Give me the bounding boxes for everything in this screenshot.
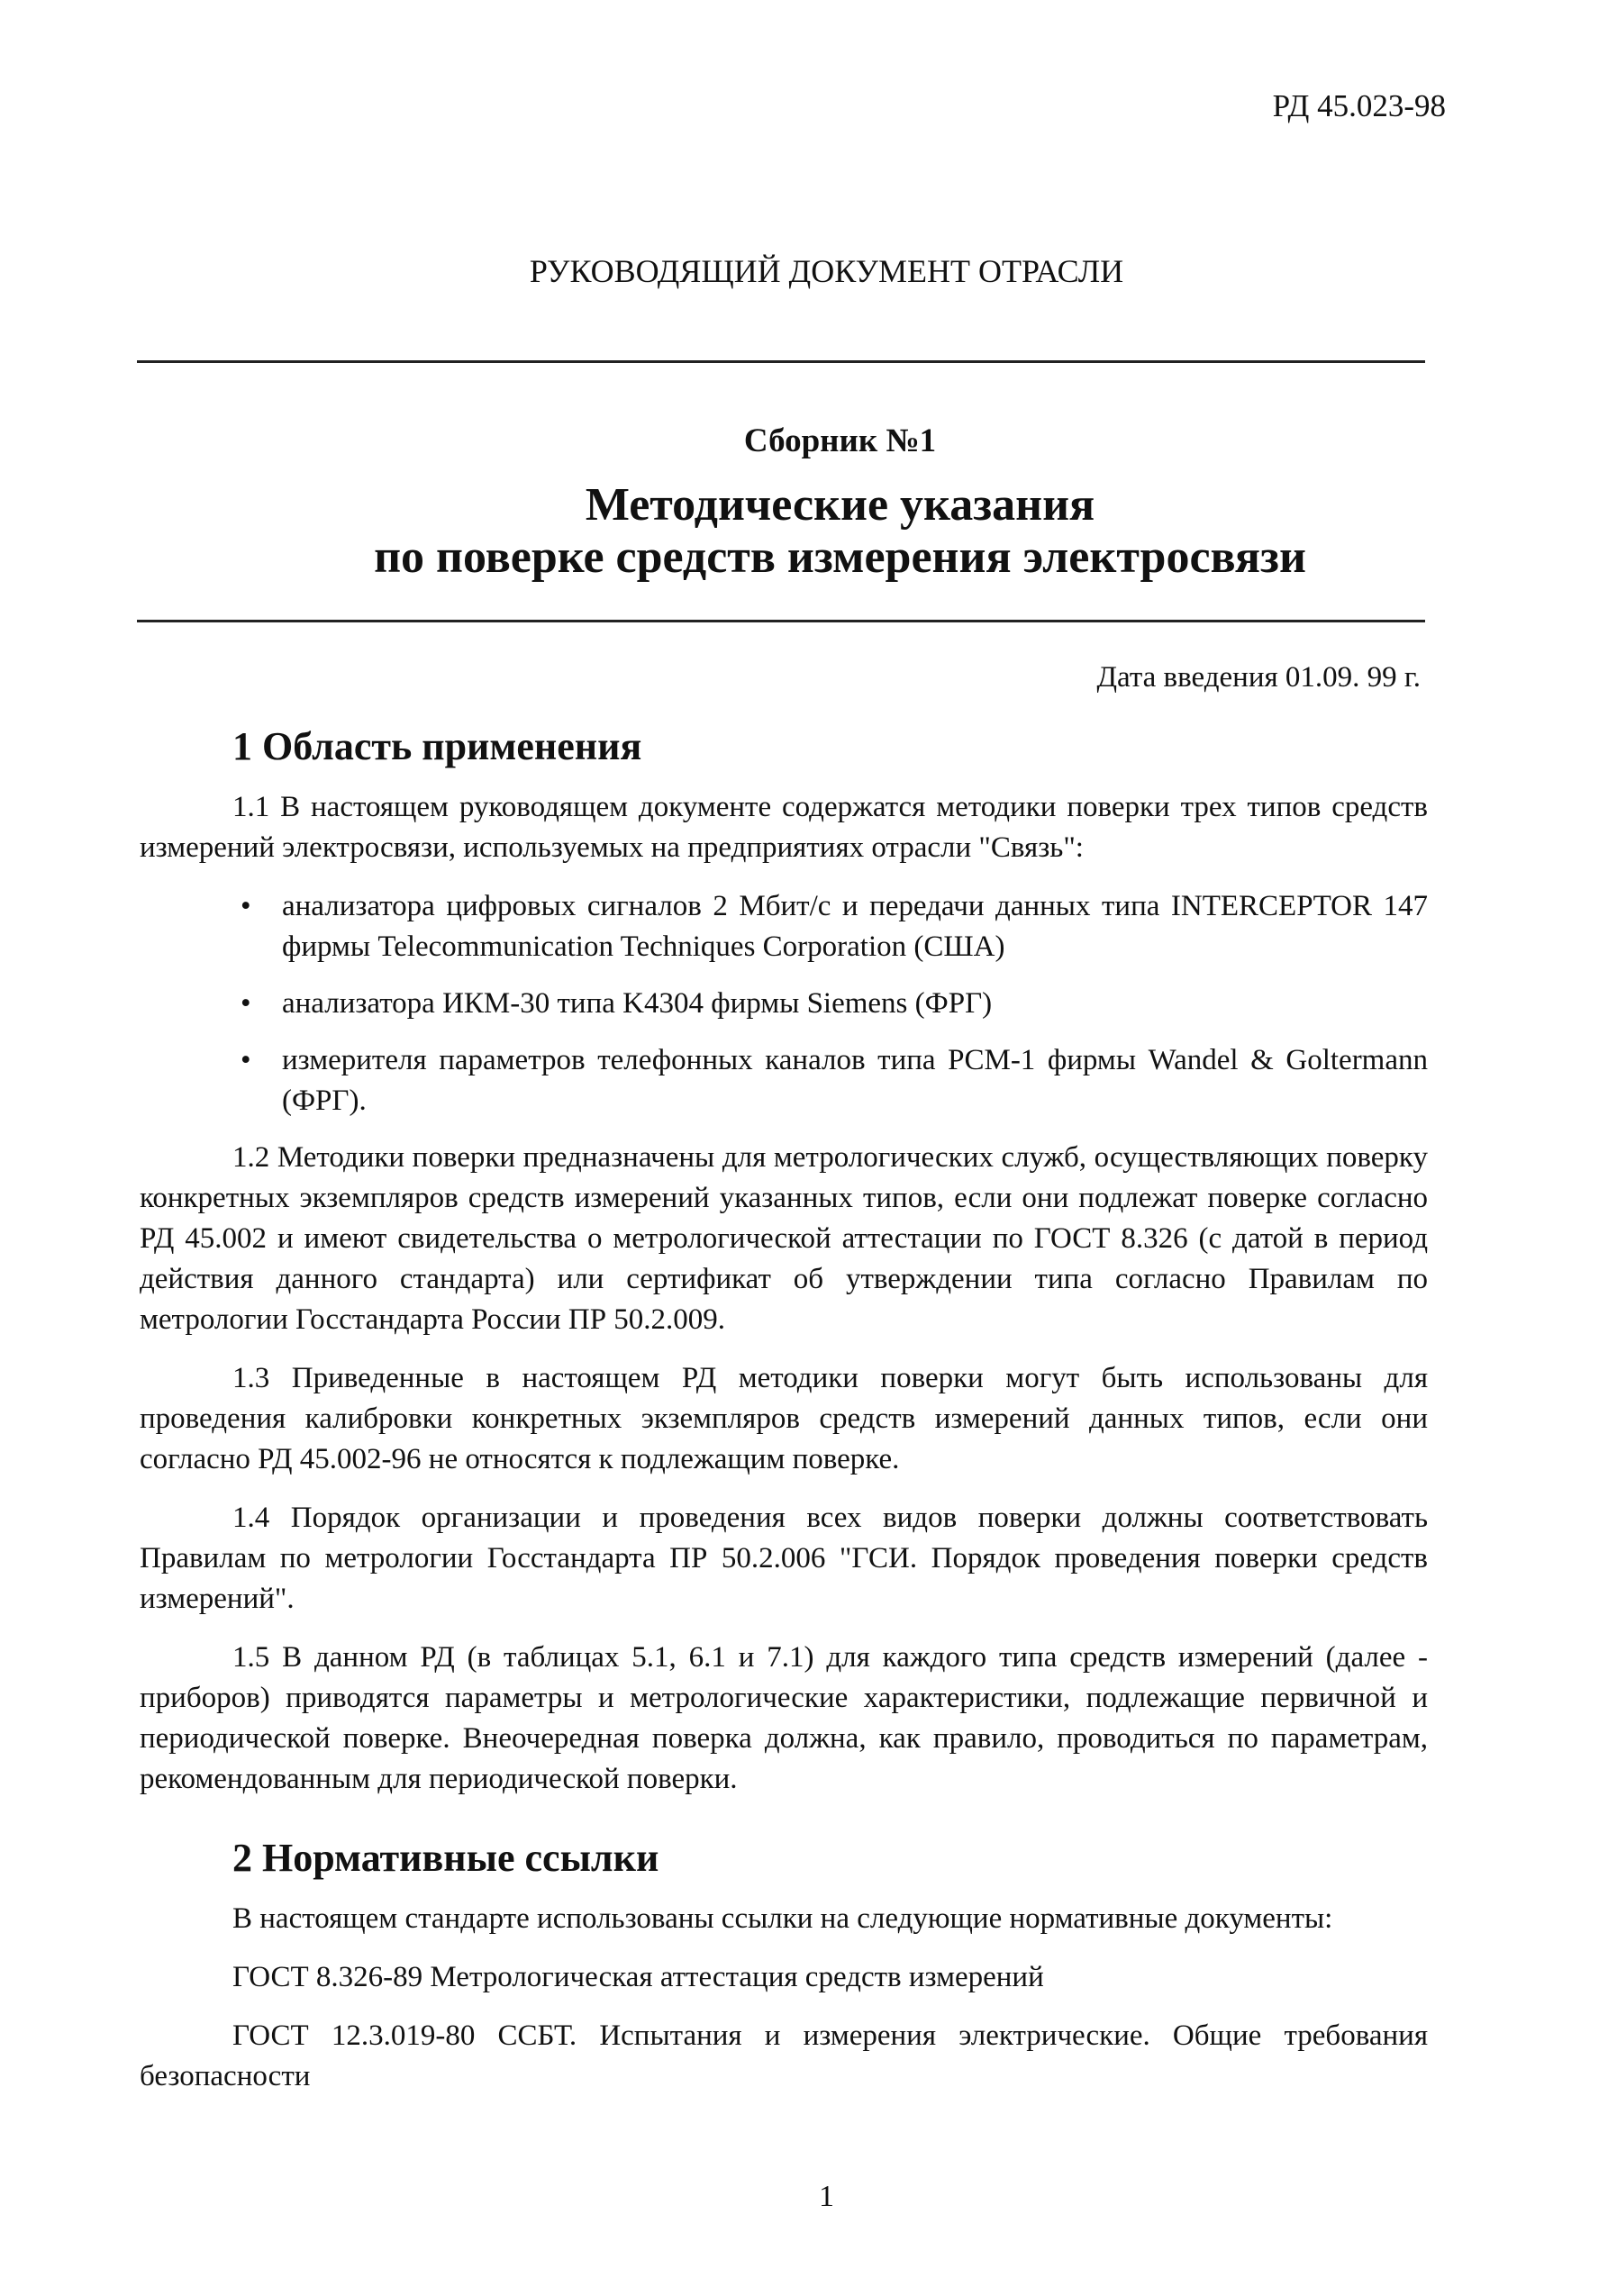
section2-heading: 2 Нормативные ссылки: [232, 1836, 659, 1880]
intro-date: Дата введения 01.09. 99 г.: [1096, 661, 1421, 694]
paragraph-1-4: 1.4 Порядок организации и проведения всех видов поверки должны соответствовать Правилам по метрологии Госстандарта ПР 50.2.006 "ГСИ. Порядок проведения поверки средств измерений".: [140, 1502, 1428, 1615]
page-number: 1: [819, 2180, 834, 2213]
section1-heading: 1 Область применения: [232, 724, 642, 768]
paragraph-1-2: 1.2 Методики поверки предназначены для метрологических служб, осуществляющих поверку конкретных экземпляров средств измерений указанных типов, если они подлежат поверке согласно РД 45.002 и имеют свидетельства о метрологической аттестации по ГОСТ 8.326 (с датой в период действия данного стандарта) или сертификат об утверждении типа согласно Правилам по метрологии Госстандарта России ПР 50.2.009.: [140, 1141, 1428, 1336]
reference-2: ГОСТ 12.3.019-80 ССБТ. Испытания и измерения электрические. Общие требования безопасности: [140, 2019, 1428, 2092]
list-item: • анализатора ИКМ-30 типа K4304 фирмы Siemens (ФРГ): [140, 984, 1428, 1024]
org-title: РУКОВОДЯЩИЙ ДОКУМЕНТ ОТРАСЛИ: [529, 253, 1124, 289]
paragraph-1-3: 1.3 Приведенные в настоящем РД методики поверки могут быть использованы для проведения калибровки конкретных экземпляров средств измерений данных типов, если они согласно РД 45.002-96 не относятся к подлежащим поверке.: [140, 1362, 1428, 1475]
list-item: • измерителя параметров телефонных каналов типа PCM-1 фирмы Wandel & Goltermann (ФРГ).: [140, 1040, 1428, 1121]
instrument-list: [140, 886, 1428, 1121]
main-title-line2: по поверке средств измерения электросвязи: [374, 531, 1306, 583]
collection-label: Сборник №1: [743, 422, 937, 459]
reference-1: ГОСТ 8.326-89 Метрологическая аттестация средств измерений: [232, 1961, 1044, 1993]
main-title-line1: Методические указания: [585, 479, 1095, 531]
bullet-icon: •: [241, 987, 251, 1020]
document-code: РД 45.023-98: [1272, 88, 1446, 123]
section2-intro: В настоящем стандарте использованы ссылки на следующие нормативные документы:: [232, 1902, 1333, 1935]
top-divider: [137, 360, 1425, 363]
paragraph-1-5: 1.5 В данном РД (в таблицах 5.1, 6.1 и 7.1) для каждого типа средств измерений (далее - приборов) приводятся параметры и метрологические характеристики, подлежащие первичной и периодической поверке. Внеочередная поверка должна, как правило, проводиться по параметрам, рекомендованным для периодической поверки.: [140, 1641, 1428, 1795]
bottom-divider: [137, 620, 1425, 622]
document-body: [140, 721, 1428, 2115]
list-item: • анализатора цифровых сигналов 2 Мбит/с и передачи данных типа INTERCEPTOR 147 фирмы Telecommunication Techniques Corporation (США): [140, 886, 1428, 967]
bullet-icon: •: [241, 890, 251, 922]
paragraph-1-1: 1.1 В настоящем руководящем документе содержатся методики поверки трех типов средств измерений электросвязи, используемых на предприятиях отрасли "Связь":: [140, 791, 1428, 864]
main-title: [0, 479, 1617, 584]
bullet-icon: •: [241, 1044, 251, 1076]
